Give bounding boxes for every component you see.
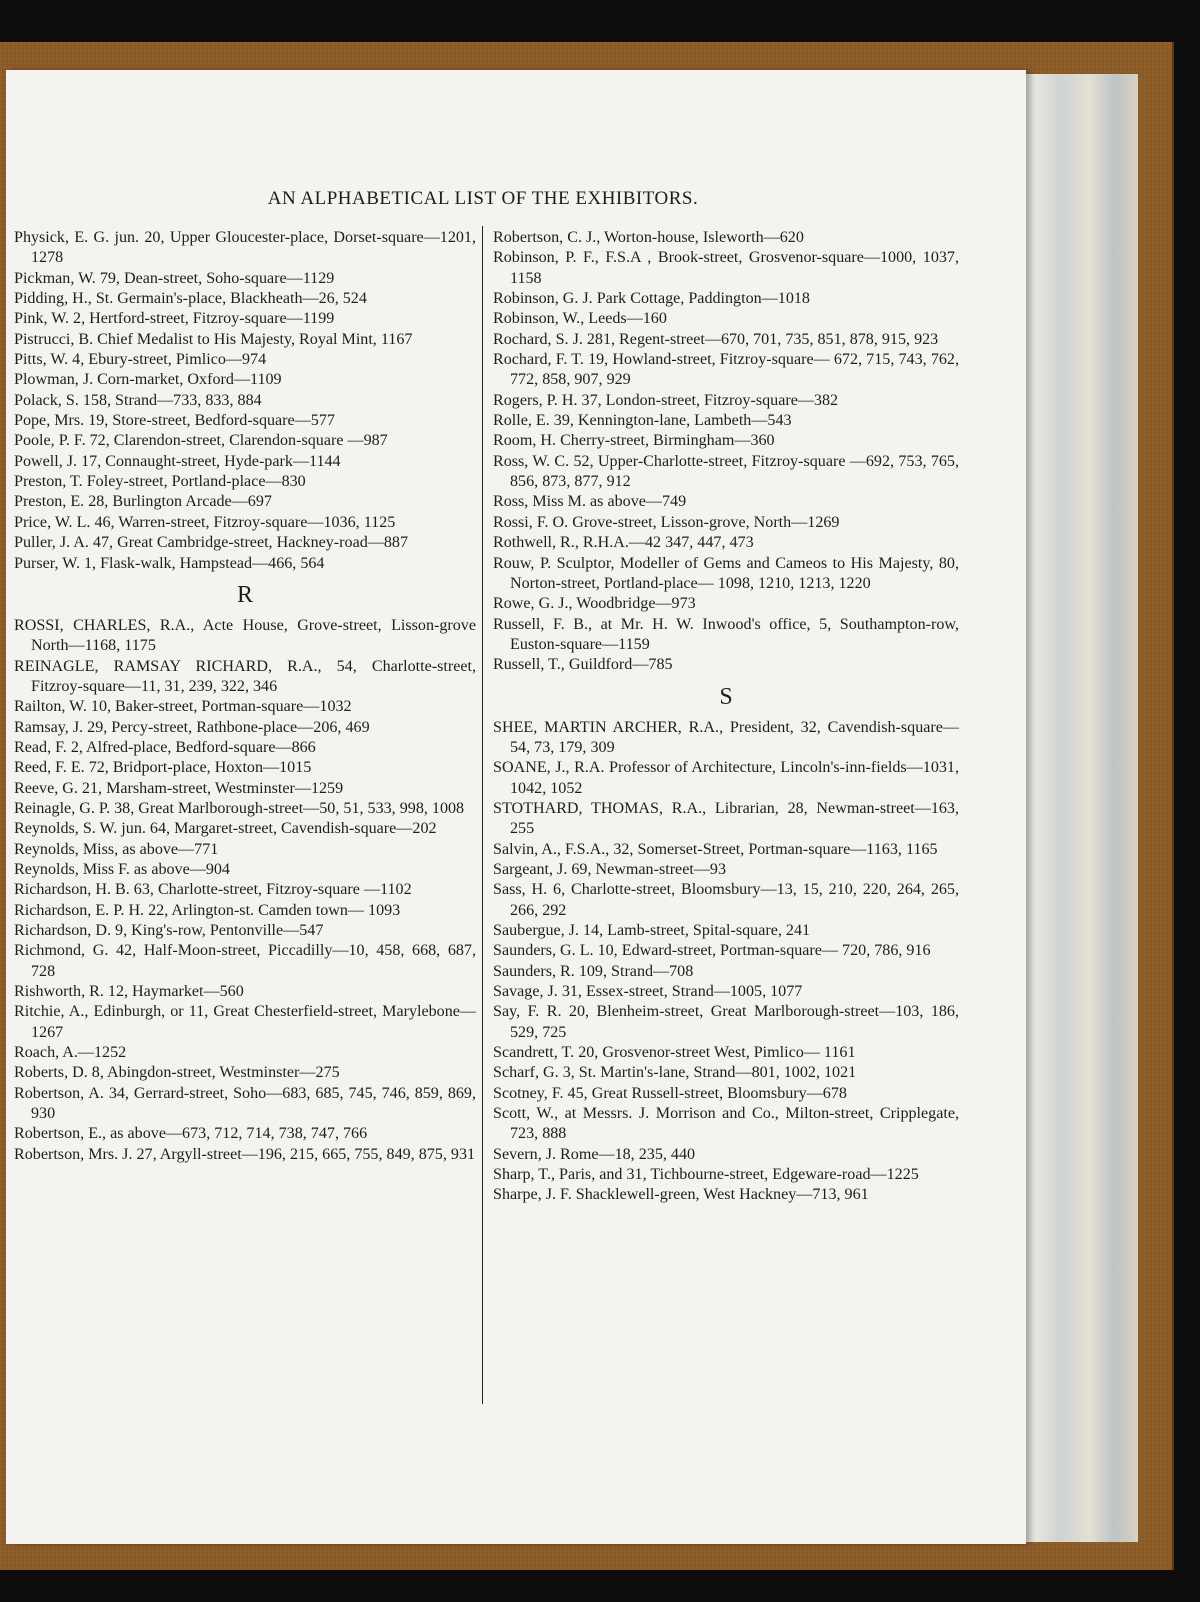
exhibitor-entry: Robertson, A. 34, Gerrard-street, Soho—683, 685, 745, 746, 859, 869, 930	[14, 1084, 476, 1123]
exhibitor-entry: Puller, J. A. 47, Great Cambridge-street, Hackney-road—887	[14, 534, 408, 552]
exhibitor-entry: Scott, W., at Messrs. J. Morrison and Co., Milton-street, Cripplegate, 723, 888	[493, 1105, 959, 1143]
exhibitor-entry: Reynolds, S. W. jun. 64, Margaret-street, Cavendish-square—202	[14, 820, 437, 838]
exhibitor-entry: Sargeant, J. 69, Newman-street—93	[493, 860, 727, 878]
exhibitor-entry: Pink, W. 2, Hertford-street, Fitzroy-square—1199	[14, 310, 335, 328]
exhibitor-entry: Ramsay, J. 29, Percy-street, Rathbone-place—206, 469	[14, 718, 370, 736]
exhibitor-entry: Savage, J. 31, Essex-street, Strand—1005, 1077	[493, 983, 803, 1001]
exhibitor-entry: Roberts, D. 8, Abingdon-street, Westminster—275	[14, 1064, 340, 1082]
page-title: AN ALPHABETICAL LIST OF THE EXHIBITORS.	[267, 188, 699, 209]
exhibitor-entry: Ritchie, A., Edinburgh, or 11, Great Chesterfield-street, Marylebone—1267	[14, 1003, 476, 1041]
exhibitor-entry: Rogers, P. H. 37, London-street, Fitzroy-square—382	[493, 391, 839, 409]
exhibitor-entry: Robertson, C. J., Worton-house, Isleworth—620	[493, 229, 804, 246]
exhibitor-entry: Reynolds, Miss, as above—771	[14, 840, 219, 858]
exhibitor-entry: Robinson, W., Leeds—160	[493, 310, 667, 328]
exhibitor-entry: Powell, J. 17, Connaught-street, Hyde-park—1144	[14, 452, 341, 470]
exhibitor-entry: Rolle, E. 39, Kennington-lane, Lambeth—543	[493, 412, 792, 430]
exhibitor-entry: Rochard, F. T. 19, Howland-street, Fitzroy-square— 672, 715, 743, 762, 772, 858, 907, 929	[493, 351, 959, 389]
exhibitor-entry: SHEE, MARTIN ARCHER, R.A., President, 32, Cavendish-square—54, 73, 179, 309	[493, 718, 959, 756]
exhibitor-entry: Roach, A.—1252	[14, 1044, 127, 1062]
exhibitor-entry: Pitts, W. 4, Ebury-street, Pimlico—974	[14, 351, 267, 369]
exhibitor-entry: Say, F. R. 20, Blenheim-street, Great Marlborough-street—103, 186, 529, 725	[493, 1003, 959, 1041]
exhibitor-entry: Rochard, S. J. 281, Regent-street—670, 701, 735, 851, 878, 915, 923	[493, 330, 939, 348]
exhibitor-entry: Pope, Mrs. 19, Store-street, Bedford-square—577	[14, 412, 335, 430]
exhibitor-entry: SOANE, J., R.A. Professor of Architecture, Lincoln's-inn-fields—1031, 1042, 1052	[493, 759, 959, 797]
exhibitor-entry: Pidding, H., St. Germain's-place, Blackheath—26, 524	[14, 290, 367, 308]
exhibitor-entry: Rothwell, R., R.H.A.—42 347, 447, 473	[493, 534, 754, 552]
exhibitor-entry: Saunders, G. L. 10, Edward-street, Portman-square— 720, 786, 916	[493, 942, 931, 960]
exhibitor-entry: Severn, J. Rome—18, 235, 440	[493, 1145, 696, 1163]
exhibitor-entry: Pistrucci, B. Chief Medalist to His Majesty, Royal Mint, 1167	[14, 330, 413, 348]
exhibitor-entry: Robinson, P. F., F.S.A , Brook-street, Grosvenor-square—1000, 1037, 1158	[493, 249, 959, 287]
exhibitor-entry: Reynolds, Miss F. as above—904	[14, 860, 230, 878]
exhibitor-entry: Rishworth, R. 12, Haymarket—560	[14, 983, 244, 1001]
page-edges	[1018, 74, 1138, 1542]
exhibitor-entry: Richardson, E. P. H. 22, Arlington-st. Camden town— 1093	[14, 901, 401, 919]
exhibitor-entry: Read, F. 2, Alfred-place, Bedford-square—866	[14, 738, 316, 756]
right-column	[493, 228, 959, 1206]
exhibitor-entry: Reinagle, G. P. 38, Great Marlborough-street—50, 51, 533, 998, 1008	[14, 799, 465, 817]
exhibitor-entry: Ross, W. C. 52, Upper-Charlotte-street, Fitzroy-square —692, 753, 765, 856, 873, 877, 912	[493, 452, 959, 491]
exhibitor-entry: Reed, F. E. 72, Bridport-place, Hoxton—1015	[14, 759, 312, 777]
exhibitor-entry: Railton, W. 10, Baker-street, Portman-square—1032	[14, 698, 352, 716]
exhibitor-entry: Robertson, Mrs. J. 27, Argyll-street—196, 215, 665, 755, 849, 875, 931	[14, 1145, 476, 1163]
exhibitor-entry: Purser, W. 1, Flask-walk, Hampstead—466, 564	[14, 554, 325, 572]
exhibitor-entry: Ross, Miss M. as above—749	[493, 493, 687, 511]
left-column	[14, 228, 476, 1165]
exhibitor-entry: Russell, F. B., at Mr. H. W. Inwood's office, 5, Southampton-row, Euston-square—1159	[493, 615, 959, 653]
column-divider	[482, 226, 483, 1404]
exhibitor-entry: Richardson, H. B. 63, Charlotte-street, Fitzroy-square —1102	[14, 881, 412, 899]
exhibitor-entry: STOTHARD, THOMAS, R.A., Librarian, 28, Newman-street—163, 255	[493, 799, 959, 838]
section-letter-s: S	[719, 683, 733, 710]
exhibitor-entry: Scotney, F. 45, Great Russell-street, Bloomsbury—678	[493, 1084, 847, 1102]
exhibitor-entry: Room, H. Cherry-street, Birmingham—360	[493, 432, 775, 450]
exhibitor-entry: Poole, P. F. 72, Clarendon-street, Clarendon-square —987	[14, 432, 388, 450]
exhibitor-entry: Sharpe, J. F. Shacklewell-green, West Hackney—713, 961	[493, 1186, 869, 1204]
exhibitor-entry: Richardson, D. 9, King's-row, Pentonville—547	[14, 922, 324, 939]
exhibitor-entry: Robinson, G. J. Park Cottage, Paddington—1018	[493, 290, 810, 308]
exhibitor-entry: Scharf, G. 3, St. Martin's-lane, Strand—801, 1002, 1021	[493, 1064, 857, 1082]
entries-s	[493, 718, 959, 1206]
exhibitor-entry: Russell, T., Guildford—785	[493, 656, 673, 674]
exhibitor-entry: Preston, T. Foley-street, Portland-place—830	[14, 473, 306, 491]
entries-p	[14, 228, 476, 574]
section-letter-r: R	[236, 581, 253, 608]
exhibitor-entry: Pickman, W. 79, Dean-street, Soho-square—1129	[14, 269, 335, 287]
exhibitor-entry: Salvin, A., F.S.A., 32, Somerset-Street, Portman-square—1163, 1165	[493, 840, 938, 858]
entries-r-continued	[493, 228, 959, 676]
exhibitor-entry: Richmond, G. 42, Half-Moon-street, Piccadilly—10, 458, 668, 687, 728	[14, 942, 476, 980]
exhibitor-entry: Rouw, P. Sculptor, Modeller of Gems and Cameos to His Majesty, 80, Norton-street, Portland-place— 1098, 1210, 1213, 1220	[493, 554, 959, 592]
exhibitor-entry: Sharp, T., Paris, and 31, Tichbourne-street, Edgeware-road—1225	[493, 1166, 919, 1184]
exhibitor-entry: Price, W. L. 46, Warren-street, Fitzroy-square—1036, 1125	[14, 513, 396, 531]
exhibitor-entry: Polack, S. 158, Strand—733, 833, 884	[14, 391, 262, 409]
exhibitor-entry: Saubergue, J. 14, Lamb-street, Spital-square, 241	[493, 922, 811, 939]
exhibitor-entry: Reeve, G. 21, Marsham-street, Westminster—1259	[14, 779, 344, 797]
entries-r	[14, 616, 476, 1165]
exhibitor-entry: REINAGLE, RAMSAY RICHARD, R.A., 54, Charlotte-street, Fitzroy-square—11, 31, 239, 322, 346	[14, 657, 476, 695]
exhibitor-entry: Sass, H. 6, Charlotte-street, Bloomsbury—13, 15, 210, 220, 264, 265, 266, 292	[493, 881, 959, 919]
exhibitor-entry: ROSSI, CHARLES, R.A., Acte House, Grove-street, Lisson-grove North—1168, 1175	[14, 616, 476, 655]
exhibitor-entry: Physick, E. G. jun. 20, Upper Gloucester-place, Dorset-square—1201, 1278	[14, 229, 476, 267]
exhibitor-entry: Preston, E. 28, Burlington Arcade—697	[14, 493, 272, 511]
exhibitor-entry: Rowe, G. J., Woodbridge—973	[493, 595, 696, 613]
exhibitor-entry: Rossi, F. O. Grove-street, Lisson-grove, North—1269	[493, 513, 840, 531]
exhibitor-entry: Plowman, J. Corn-market, Oxford—1109	[14, 371, 282, 389]
exhibitor-entry: Saunders, R. 109, Strand—708	[493, 962, 694, 980]
exhibitor-entry: Scandrett, T. 20, Grosvenor-street West, Pimlico— 1161	[493, 1044, 856, 1062]
exhibitor-entry: Robertson, E., as above—673, 712, 714, 738, 747, 766	[14, 1125, 368, 1143]
